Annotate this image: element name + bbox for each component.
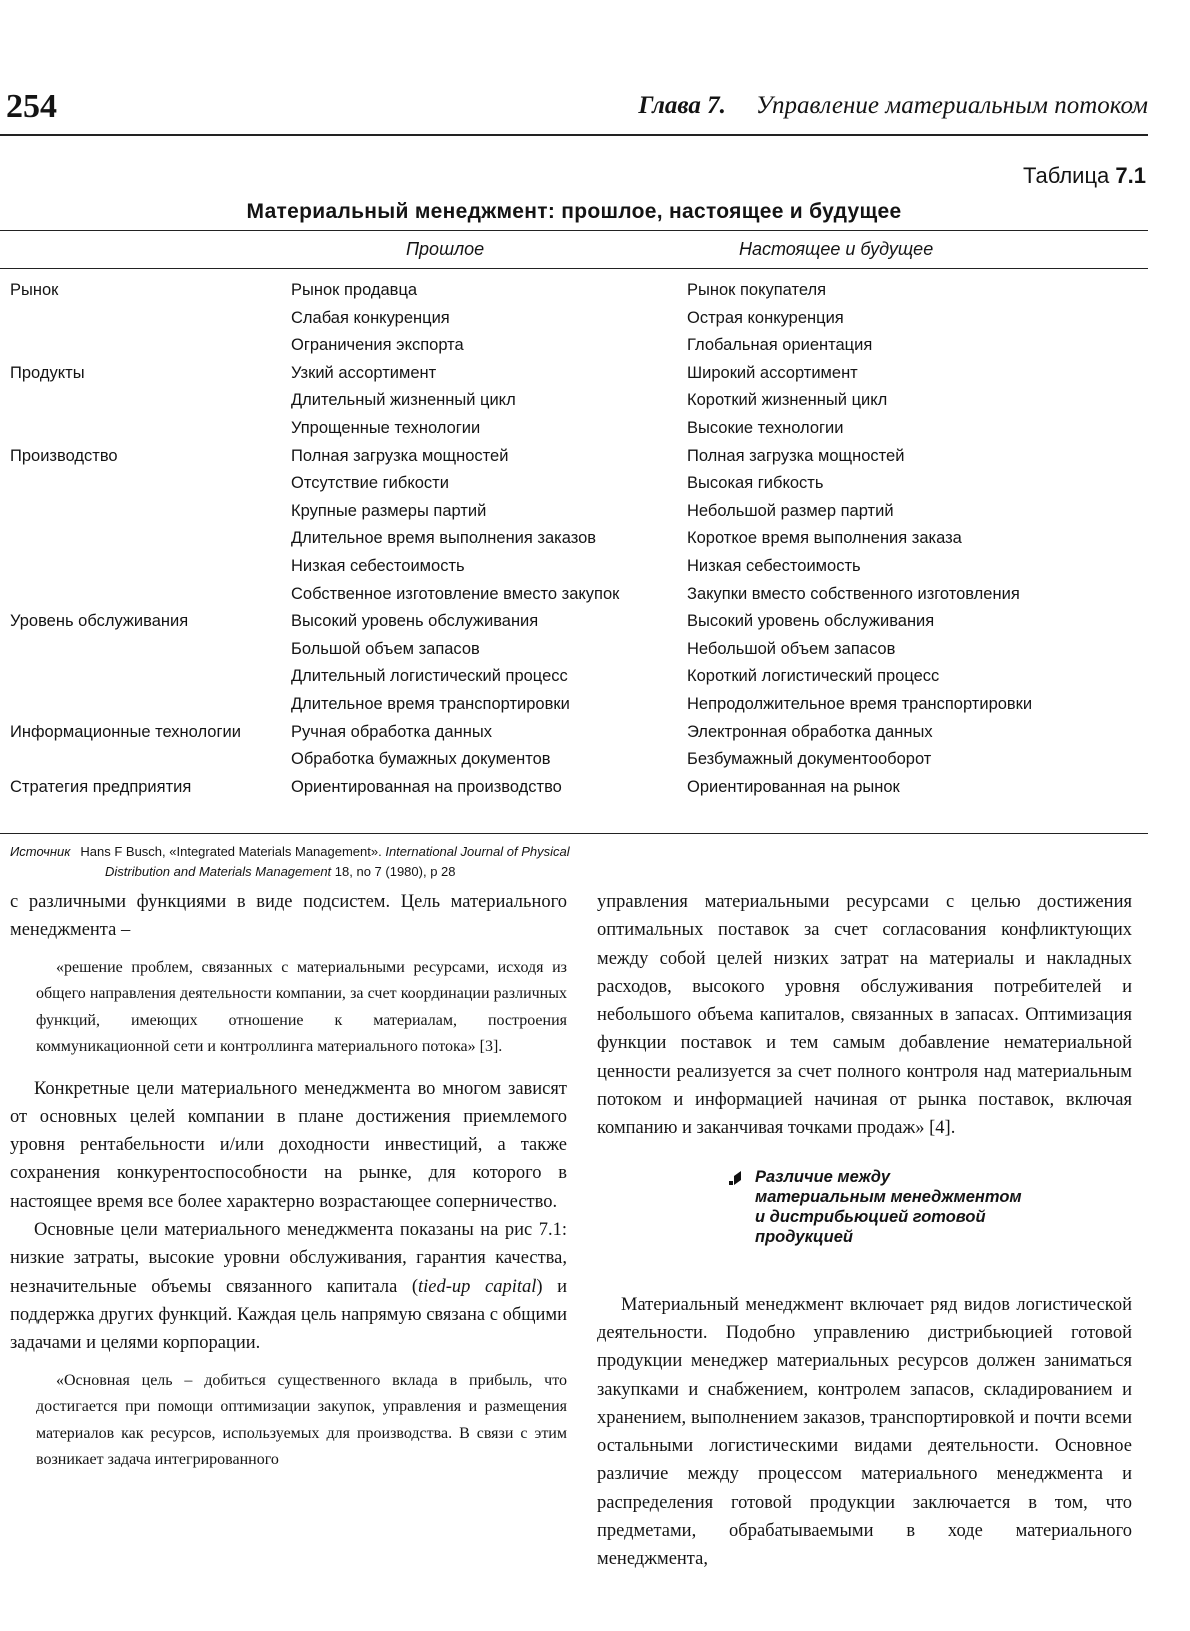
source-journal: International Journal of Physical	[385, 844, 570, 859]
left-column	[10, 888, 567, 1488]
header-rule	[0, 134, 1148, 136]
column-header-past: Прошлое	[406, 239, 485, 259]
chapter-label: Глава 7.	[638, 92, 726, 119]
cell-past: Длительное время выполнения заказов	[291, 529, 597, 548]
row-category	[10, 663, 291, 691]
row-category	[10, 691, 291, 719]
table-number-value: 7.1	[1115, 163, 1146, 188]
cell-present: Короткое время выполнения заказа	[687, 529, 962, 548]
table-source	[10, 842, 570, 882]
source-line-2	[10, 862, 570, 882]
cell-past: Обработка бумажных документов	[291, 750, 551, 769]
right-column	[597, 888, 1132, 1574]
cell-present: Закупки вместо собственного изготовления	[687, 584, 1020, 603]
row-category: Информационные технологии	[10, 722, 241, 741]
table-row	[10, 581, 1145, 609]
table-row	[10, 470, 1145, 498]
source-issue: 18, no 7 (1980), p 28	[334, 864, 456, 879]
cell-past: Ручная обработка данных	[291, 722, 492, 741]
table-bottom-rule	[0, 833, 1148, 834]
cell-past: Длительный жизненный цикл	[291, 391, 516, 410]
cell-past: Длительный логистический процесс	[291, 667, 568, 686]
row-category: Уровень обслуживания	[10, 612, 189, 631]
table-row	[10, 553, 1145, 581]
chapter-title: Управление материальным потоком	[755, 92, 1148, 119]
page-number: 254	[6, 88, 57, 125]
paragraph: Материальный менеджмент включает ряд видов логистической деятельности. Подобно управлению дистрибьюцией готовой продукции менеджер материальных ресурсов должен заниматься закупками и снабжением, контролем запасов, складированием и хранением, выполнением заказов, транспортировкой и почти всеми остальными логистическими видами деятельности. Основное различие между процессом материального менеджмента и распределения готовой продукции заключается в том, что предметами, обрабатываемыми в ходе материального менеджмента,	[597, 1294, 1132, 1570]
row-category	[10, 746, 291, 774]
cell-past: Собственное изготовление вместо закупок	[291, 584, 620, 603]
table-row	[10, 691, 1145, 719]
section-heading-line: Различие между	[755, 1167, 891, 1186]
row-category	[10, 415, 291, 443]
cell-present: Небольшой объем запасов	[687, 639, 896, 658]
table-row	[10, 719, 1145, 747]
row-category	[10, 305, 291, 333]
cell-present: Высокий уровень обслуживания	[687, 612, 935, 631]
table-body	[10, 277, 1145, 801]
table-row	[10, 387, 1145, 415]
column-header-present: Настоящее и будущее	[739, 239, 934, 259]
paragraph: Конкретные цели материального менеджмента во многом зависят от основных целей компании в плане достижения приемлемого уровня рентабельности и/или доходности инвестиций, а также сохранения конкурентоспособности на рынке, для которого в настоящее время все более характерно возрастающее соперничество.	[10, 1078, 567, 1212]
row-category	[10, 636, 291, 664]
cell-present: Низкая себестоимость	[687, 556, 861, 575]
table-row	[10, 746, 1145, 774]
cell-present: Небольшой размер партий	[687, 501, 894, 520]
row-category	[10, 525, 291, 553]
paragraph: управления материальными ресурсами с целью достижения оптимальных поставок за счет согласования конфликтующих между собой целей низких затрат на материалы и накладных расходов, высокого уровня обслуживания потребителей и небольшого объема капиталов, связанных в запасах. Оптимизация функции поставок и тем самым добавление нематериальной ценности реализуется за счет полного контроля над материальным потоком и информацией начиная от рынка поставок, включая компанию и заканчивая точками продаж» [4].	[597, 892, 1132, 1139]
cell-present: Широкий ассортимент	[687, 363, 858, 382]
cell-present: Высокая гибкость	[687, 474, 824, 493]
cell-past: Крупные размеры партий	[291, 501, 487, 520]
cell-present: Полная загрузка мощностей	[687, 446, 905, 465]
table-row	[10, 443, 1145, 471]
section-marker-icon	[729, 1171, 741, 1185]
row-category: Производство	[10, 446, 118, 465]
row-category	[10, 498, 291, 526]
cell-past: Слабая конкуренция	[291, 308, 450, 327]
row-category	[10, 581, 291, 609]
source-journal-cont: Distribution and Materials Management	[105, 864, 332, 879]
english-term: tied-up capital	[418, 1276, 537, 1297]
cell-past: Упрощенные технологии	[291, 418, 481, 437]
source-text-a: Hans F Busch, «Integrated Materials Management».	[80, 844, 382, 859]
table-row	[10, 498, 1145, 526]
section-heading-line: продукцией	[755, 1227, 853, 1246]
cell-present: Рынок покупателя	[687, 281, 827, 299]
row-category: Рынок	[10, 281, 59, 299]
table-row	[10, 663, 1145, 691]
cell-present: Глобальная ориентация	[687, 336, 873, 355]
cell-present: Высокие технологии	[687, 418, 844, 437]
section-heading	[597, 1167, 1132, 1247]
cell-present: Короткий жизненный цикл	[687, 391, 888, 410]
row-category	[10, 387, 291, 415]
source-line-1	[10, 842, 570, 862]
table-row	[10, 332, 1145, 360]
cell-past: Полная загрузка мощностей	[291, 446, 509, 465]
paragraph	[10, 1216, 567, 1357]
paragraph-text: Основные цели материального менеджмента показаны на рис 7.1: низкие затраты, высокие уровни обслуживания, гарантия качества, незначительные объемы связанного капитала (	[10, 1220, 567, 1297]
table-title: Материальный менеджмент: прошлое, настоящее и будущее	[246, 200, 902, 223]
cell-past: Рынок продавца	[291, 281, 418, 299]
cell-present: Короткий логистический процесс	[687, 667, 940, 686]
quote-paragraph: «решение проблем, связанных с материальными ресурсами, исходя из общего направления деятельности компании, за счет координации различных функций, имеющих отношение к материалам, построения коммуникационной сети и контроллинга материального потока» [3].	[36, 958, 567, 1056]
row-category	[10, 553, 291, 581]
cell-past: Отсутствие гибкости	[291, 474, 449, 493]
table-row	[10, 360, 1145, 388]
cell-past: Узкий ассортимент	[291, 363, 437, 382]
row-category: Стратегия предприятия	[10, 777, 192, 796]
source-label: Источник	[10, 844, 71, 859]
section-heading-line: и дистрибьюцией готовой	[755, 1207, 986, 1226]
cell-past: Ограничения экспорта	[291, 336, 464, 355]
cell-past: Низкая себестоимость	[291, 556, 465, 575]
cell-present: Электронная обработка данных	[687, 722, 933, 741]
table-row	[10, 636, 1145, 664]
row-category	[10, 332, 291, 360]
cell-present: Острая конкуренция	[687, 308, 844, 327]
table-row	[10, 305, 1145, 333]
row-category	[10, 470, 291, 498]
cell-past: Длительное время транспортировки	[291, 694, 570, 713]
cell-past: Высокий уровень обслуживания	[291, 612, 539, 631]
table-number-label: Таблица	[1023, 163, 1110, 188]
running-head	[638, 92, 1148, 120]
cell-present: Ориентированная на рынок	[687, 777, 900, 796]
paragraph: с различными функциями в виде подсистем. Цель материального менеджмента –	[10, 892, 567, 941]
section-heading-line: материальным менеджментом	[755, 1187, 1022, 1206]
row-category: Продукты	[10, 363, 85, 382]
cell-past: Ориентированная на производство	[291, 777, 562, 796]
paragraph-text: ) и поддержка других функций. Каждая цель напрямую связана с общими задачами и целями корпорации.	[10, 1276, 567, 1354]
table-row	[10, 415, 1145, 443]
table-header-rule	[0, 268, 1148, 269]
table-row	[10, 774, 1145, 802]
cell-present: Непродолжительное время транспортировки	[687, 694, 1033, 713]
table-row	[10, 525, 1145, 553]
table-top-rule	[0, 230, 1148, 231]
table-number	[1023, 163, 1146, 189]
cell-past: Большой объем запасов	[291, 639, 480, 658]
quote-paragraph: «Основная цель – добиться существенного вклада в прибыль, что достигается при помощи оптимизации закупок, управления и размещения материалов как ресурсов, используемых для производства. В связи с этим возникает задача интегрированного	[36, 1371, 567, 1469]
table-row	[10, 277, 1145, 305]
cell-present: Безбумажный документооборот	[687, 750, 932, 769]
table-row	[10, 608, 1145, 636]
